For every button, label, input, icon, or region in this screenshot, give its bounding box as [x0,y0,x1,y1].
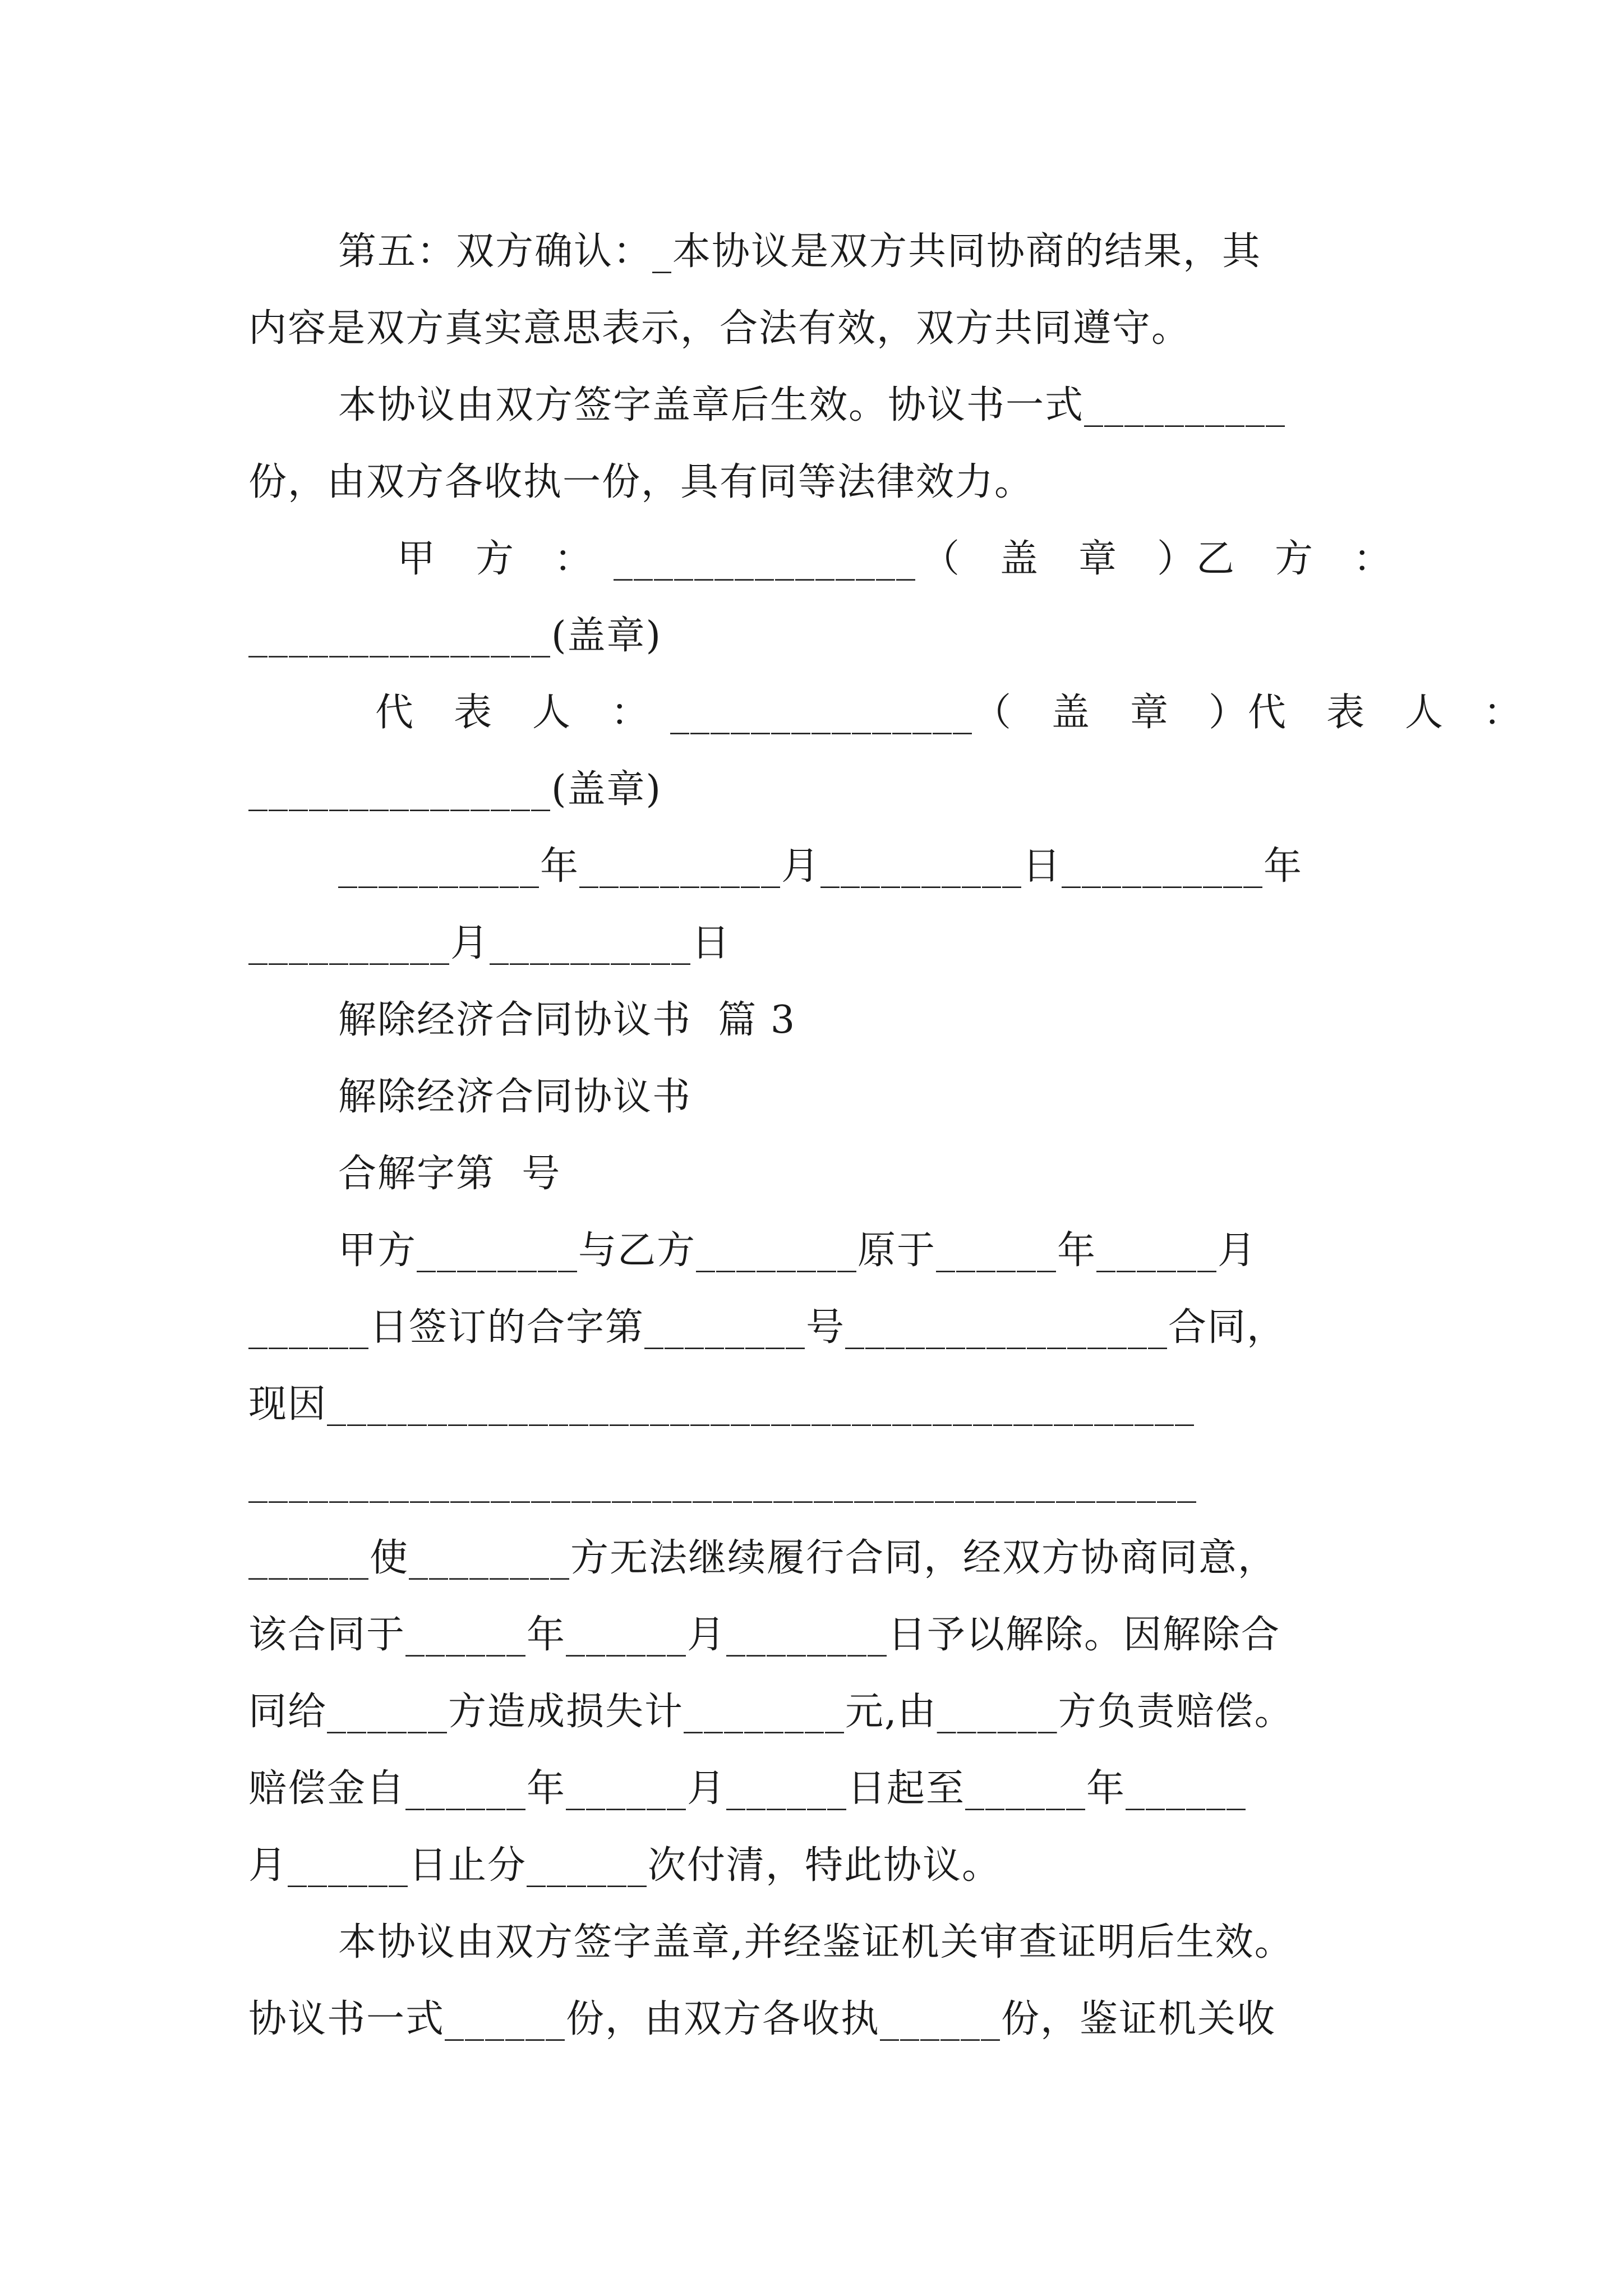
section-heading: 解除经济合同协议书 篇 3 [338,998,796,1042]
representative-b-label: （ 盖 章 ）代 表 人 ： [973,691,1523,735]
text-line: 份，由双方各收执一份，具有同等法律效力。 [248,460,1034,504]
text-line: 同给______方造成损失计________元,由______方负责赔偿。 [248,1690,1294,1734]
text-line: 本协议由双方签字盖章,并经鉴证机关审查证明后生效。 [338,1920,1294,1964]
text-line: 内容是双方真实意思表示，合法有效，双方共同遵守。 [248,306,1191,351]
party-b-label: （ 盖 章 ）乙 方 ： [921,537,1393,581]
text-line: 该合同于______年______月________日予以解除。因解除合 [248,1613,1281,1657]
text-line: ______日签订的合字第________号________________合同， [248,1305,1287,1350]
document-number: 合解字第 号 [338,1152,561,1196]
signature-line-representative [248,674,1523,751]
text-line: 本协议由双方签字盖章后生效。协议书一式__________ [338,383,1287,427]
document-body [248,213,1523,2058]
text-line: ______使________方无法继续履行合同，经双方协商同意， [248,1536,1278,1580]
signature-line-party-a [248,521,1393,597]
date-line: __________月__________日 [248,921,731,965]
representative-a-label: 代 表 人 ： _______________ [375,691,974,735]
document-title: 解除经济合同协议书 [338,1075,692,1119]
text-line: _______________(盖章) [248,614,662,658]
text-line: 月______日止分______次付清，特此协议。 [248,1843,1002,1888]
text-line: 甲方________与乙方________原于______年______月 [338,1228,1257,1273]
text-line: 协议书一式______份，由双方各收执______份，鉴证机关收 [248,1997,1276,2041]
text-line: 第五：双方确认：_本协议是双方共同协商的结果，其 [338,229,1262,274]
party-a-label: 甲 方 ： _______________ [397,537,917,581]
text-line: _______________________________________________ [248,1459,1197,1503]
text-line: 赔偿金自______年______月______日起至______年______ [248,1766,1247,1811]
text-line: _______________(盖章) [248,767,662,812]
text-line: 现因___________________________________________ [248,1382,1196,1427]
date-line: __________年__________月__________日__________年 [338,844,1303,889]
